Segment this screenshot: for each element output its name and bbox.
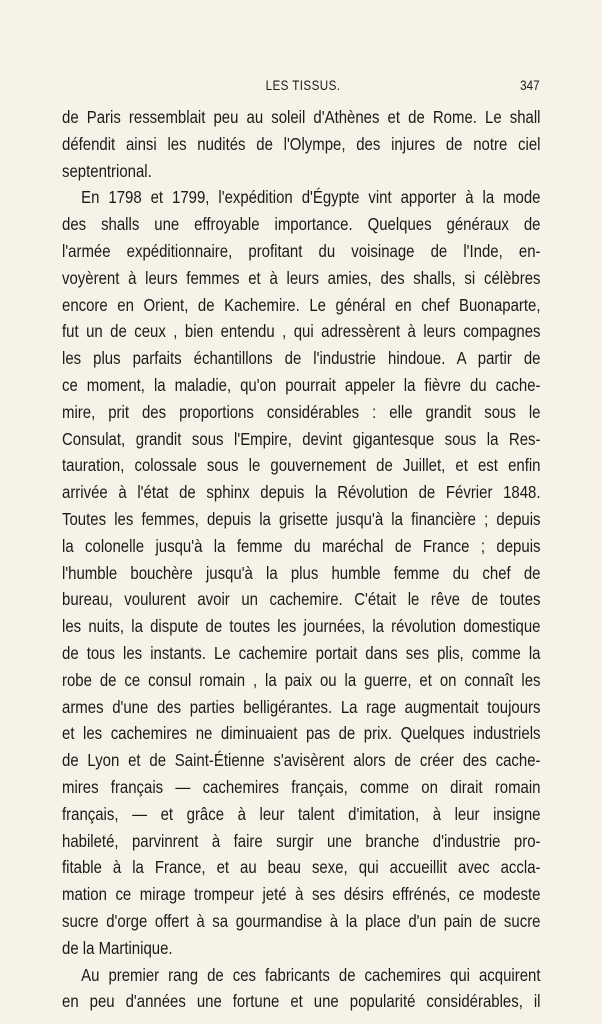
text-line: fut un de ceux , bien entendu , qui adressèrent à leurs compagnes bbox=[62, 321, 541, 342]
text-line: mires français — cachemires français, comme on dirait romain bbox=[62, 776, 541, 797]
running-head bbox=[66, 76, 540, 98]
text-line: l'armée expéditionnaire, profitant du voisinage de l'Inde, en- bbox=[62, 240, 541, 261]
text-line: armes d'une des parties belligérantes. La rage augmentait toujours bbox=[62, 696, 541, 717]
text-line: sucre d'orge offert à sa gourmandise à la place d'un pain de sucre bbox=[62, 910, 541, 931]
text-line: les plus parfaits échantillons de l'industrie hindoue. A partir de bbox=[62, 348, 541, 369]
text-line: voyèrent à leurs femmes et à leurs amies, des shalls, si célèbres bbox=[62, 267, 541, 288]
text-line: l'humble bouchère jusqu'à la plus humble femme du chef de bbox=[62, 562, 541, 583]
text-line: Au premier rang de ces fabricants de cachemires qui acquirent bbox=[81, 964, 541, 985]
text-line: de tous les instants. Le cachemire portait dans ses plis, comme la bbox=[62, 642, 541, 663]
text-line: Consulat, grandit sous l'Empire, devint gigantesque sous la Res- bbox=[62, 428, 541, 449]
text-line: bureau, voulurent avoir un cachemire. C'était le rêve de toutes bbox=[62, 589, 541, 610]
text-line: habileté, parvinrent à faire surgir une branche d'industrie pro- bbox=[62, 830, 541, 851]
text-line: fitable à la France, et au beau sexe, qui accueillit avec accla- bbox=[62, 857, 541, 878]
text-line: les nuits, la dispute de toutes les journées, la révolution domestique bbox=[62, 616, 541, 637]
text-line: tauration, colossale sous le gouvernement de Juillet, et est enfin bbox=[62, 455, 541, 476]
text-line: français, — et grâce à leur talent d'imitation, à leur insigne bbox=[62, 803, 541, 824]
running-title: LES TISSUS. bbox=[265, 78, 341, 93]
body-text bbox=[62, 104, 540, 1015]
text-line: mation ce mirage trompeur jeté à ses désirs effrénés, ce modeste bbox=[62, 884, 541, 905]
text-line: de Paris ressemblait peu au soleil d'Athènes et de Rome. Le shall bbox=[62, 107, 541, 127]
text-line: robe de ce consul romain , la paix ou la guerre, et on connaît les bbox=[62, 669, 541, 690]
text-line: En 1798 et 1799, l'expédition d'Égypte vint apporter à la mode bbox=[81, 187, 541, 208]
page-number: 347 bbox=[520, 78, 540, 93]
text-line: et les cachemires ne diminuaient pas de prix. Quelques industriels bbox=[62, 723, 541, 744]
text-line: de la Martinique. bbox=[62, 937, 173, 958]
text-line: la colonelle jusqu'à la femme du maréchal de France ; depuis bbox=[62, 535, 541, 556]
text-line: mire, prit des proportions considérables : elle grandit sous le bbox=[62, 401, 541, 422]
text-line: des shalls une effroyable importance. Quelques généraux de bbox=[62, 214, 541, 235]
text-line: défendit ainsi les nudités de l'Olympe, des injures de notre ciel bbox=[62, 133, 541, 154]
text-line: ce moment, la maladie, qu'on pourrait appeler la fièvre du cache- bbox=[62, 374, 541, 395]
text-line: en peu d'années une fortune et une popularité considérables, il bbox=[62, 991, 541, 1012]
text-line: de Lyon et de Saint-Étienne s'avisèrent alors de créer des cache- bbox=[62, 750, 541, 771]
text-line: arrivée à l'état de sphinx depuis la Révolution de Février 1848. bbox=[62, 482, 541, 503]
text-line: Toutes les femmes, depuis la grisette jusqu'à la financière ; depuis bbox=[62, 508, 541, 529]
text-line: septentrional. bbox=[62, 160, 152, 181]
text-line: encore en Orient, de Kachemire. Le général en chef Buonaparte, bbox=[62, 294, 541, 315]
